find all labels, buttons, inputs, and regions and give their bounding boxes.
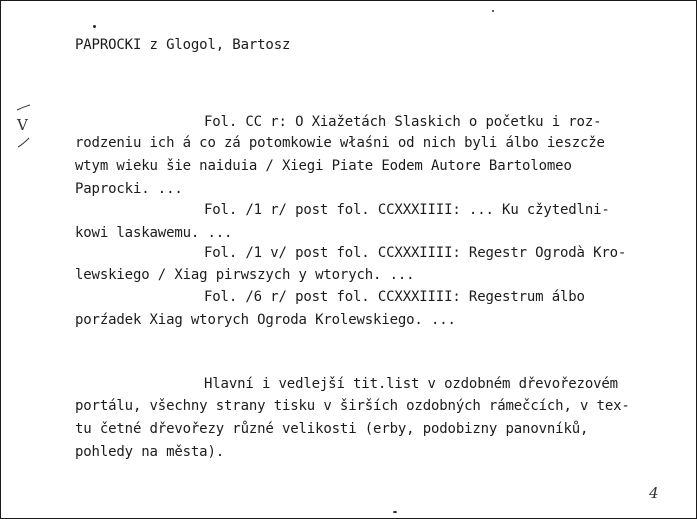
entry-3-line-2: lewskiego / Xiag pirwszych y wtorych. ... — [75, 267, 415, 283]
paper-speck — [93, 25, 96, 28]
margin-annotation — [15, 104, 35, 148]
entry-3-line-1: Fol. /1 v/ post fol. CCXXXIIII: Regestr Ogrodà Kro- — [204, 245, 627, 261]
note-line-4: pohledy na města). — [75, 444, 225, 460]
paper-speck — [393, 511, 397, 513]
note-line-1: Hlavní i vedlejší tit.list v ozdobném dřevořezovém — [204, 376, 618, 392]
note-line-2: portálu, všechny strany tisku v širších ozdobných rámečcích, v tex- — [75, 398, 630, 414]
entry-2-line-2: kowi laskawemu. ... — [75, 225, 233, 241]
entry-1-line-4: Paprocki. ... — [75, 181, 183, 197]
entry-2-line-1: Fol. /1 r/ post fol. CCXXXIIII: ... Ku cžytedlni- — [204, 202, 610, 218]
entry-1-line-2: rodzeniu ich á co zá potomkowie właśni od nich byli álbo ieszcže — [75, 135, 605, 151]
entry-1-line-3: wtym wieku šie naiduia / Xiegi Piate Eodem Autore Bartolomeo — [75, 158, 572, 174]
margin-annotation-text: V — [17, 116, 28, 134]
corner-annotation-text: 4 — [649, 484, 659, 502]
card-heading: PAPROCKI z Glogol, Bartosz — [75, 37, 291, 53]
note-line-3: tu četné dřevořezy různé velikosti (erby, podobizny panovníků, — [75, 421, 589, 437]
entry-4-line-2: porźadek Xiag wtorych Ogroda Krolewskiego. ... — [75, 312, 456, 328]
paper-speck — [492, 10, 494, 12]
entry-1-line-1: Fol. CC r: O Xiažetách Slaskich o početku i roz- — [204, 114, 602, 130]
entry-4-line-1: Fol. /6 r/ post fol. CCXXXIIII: Regestrum álbo — [204, 289, 585, 305]
corner-annotation — [647, 481, 661, 503]
